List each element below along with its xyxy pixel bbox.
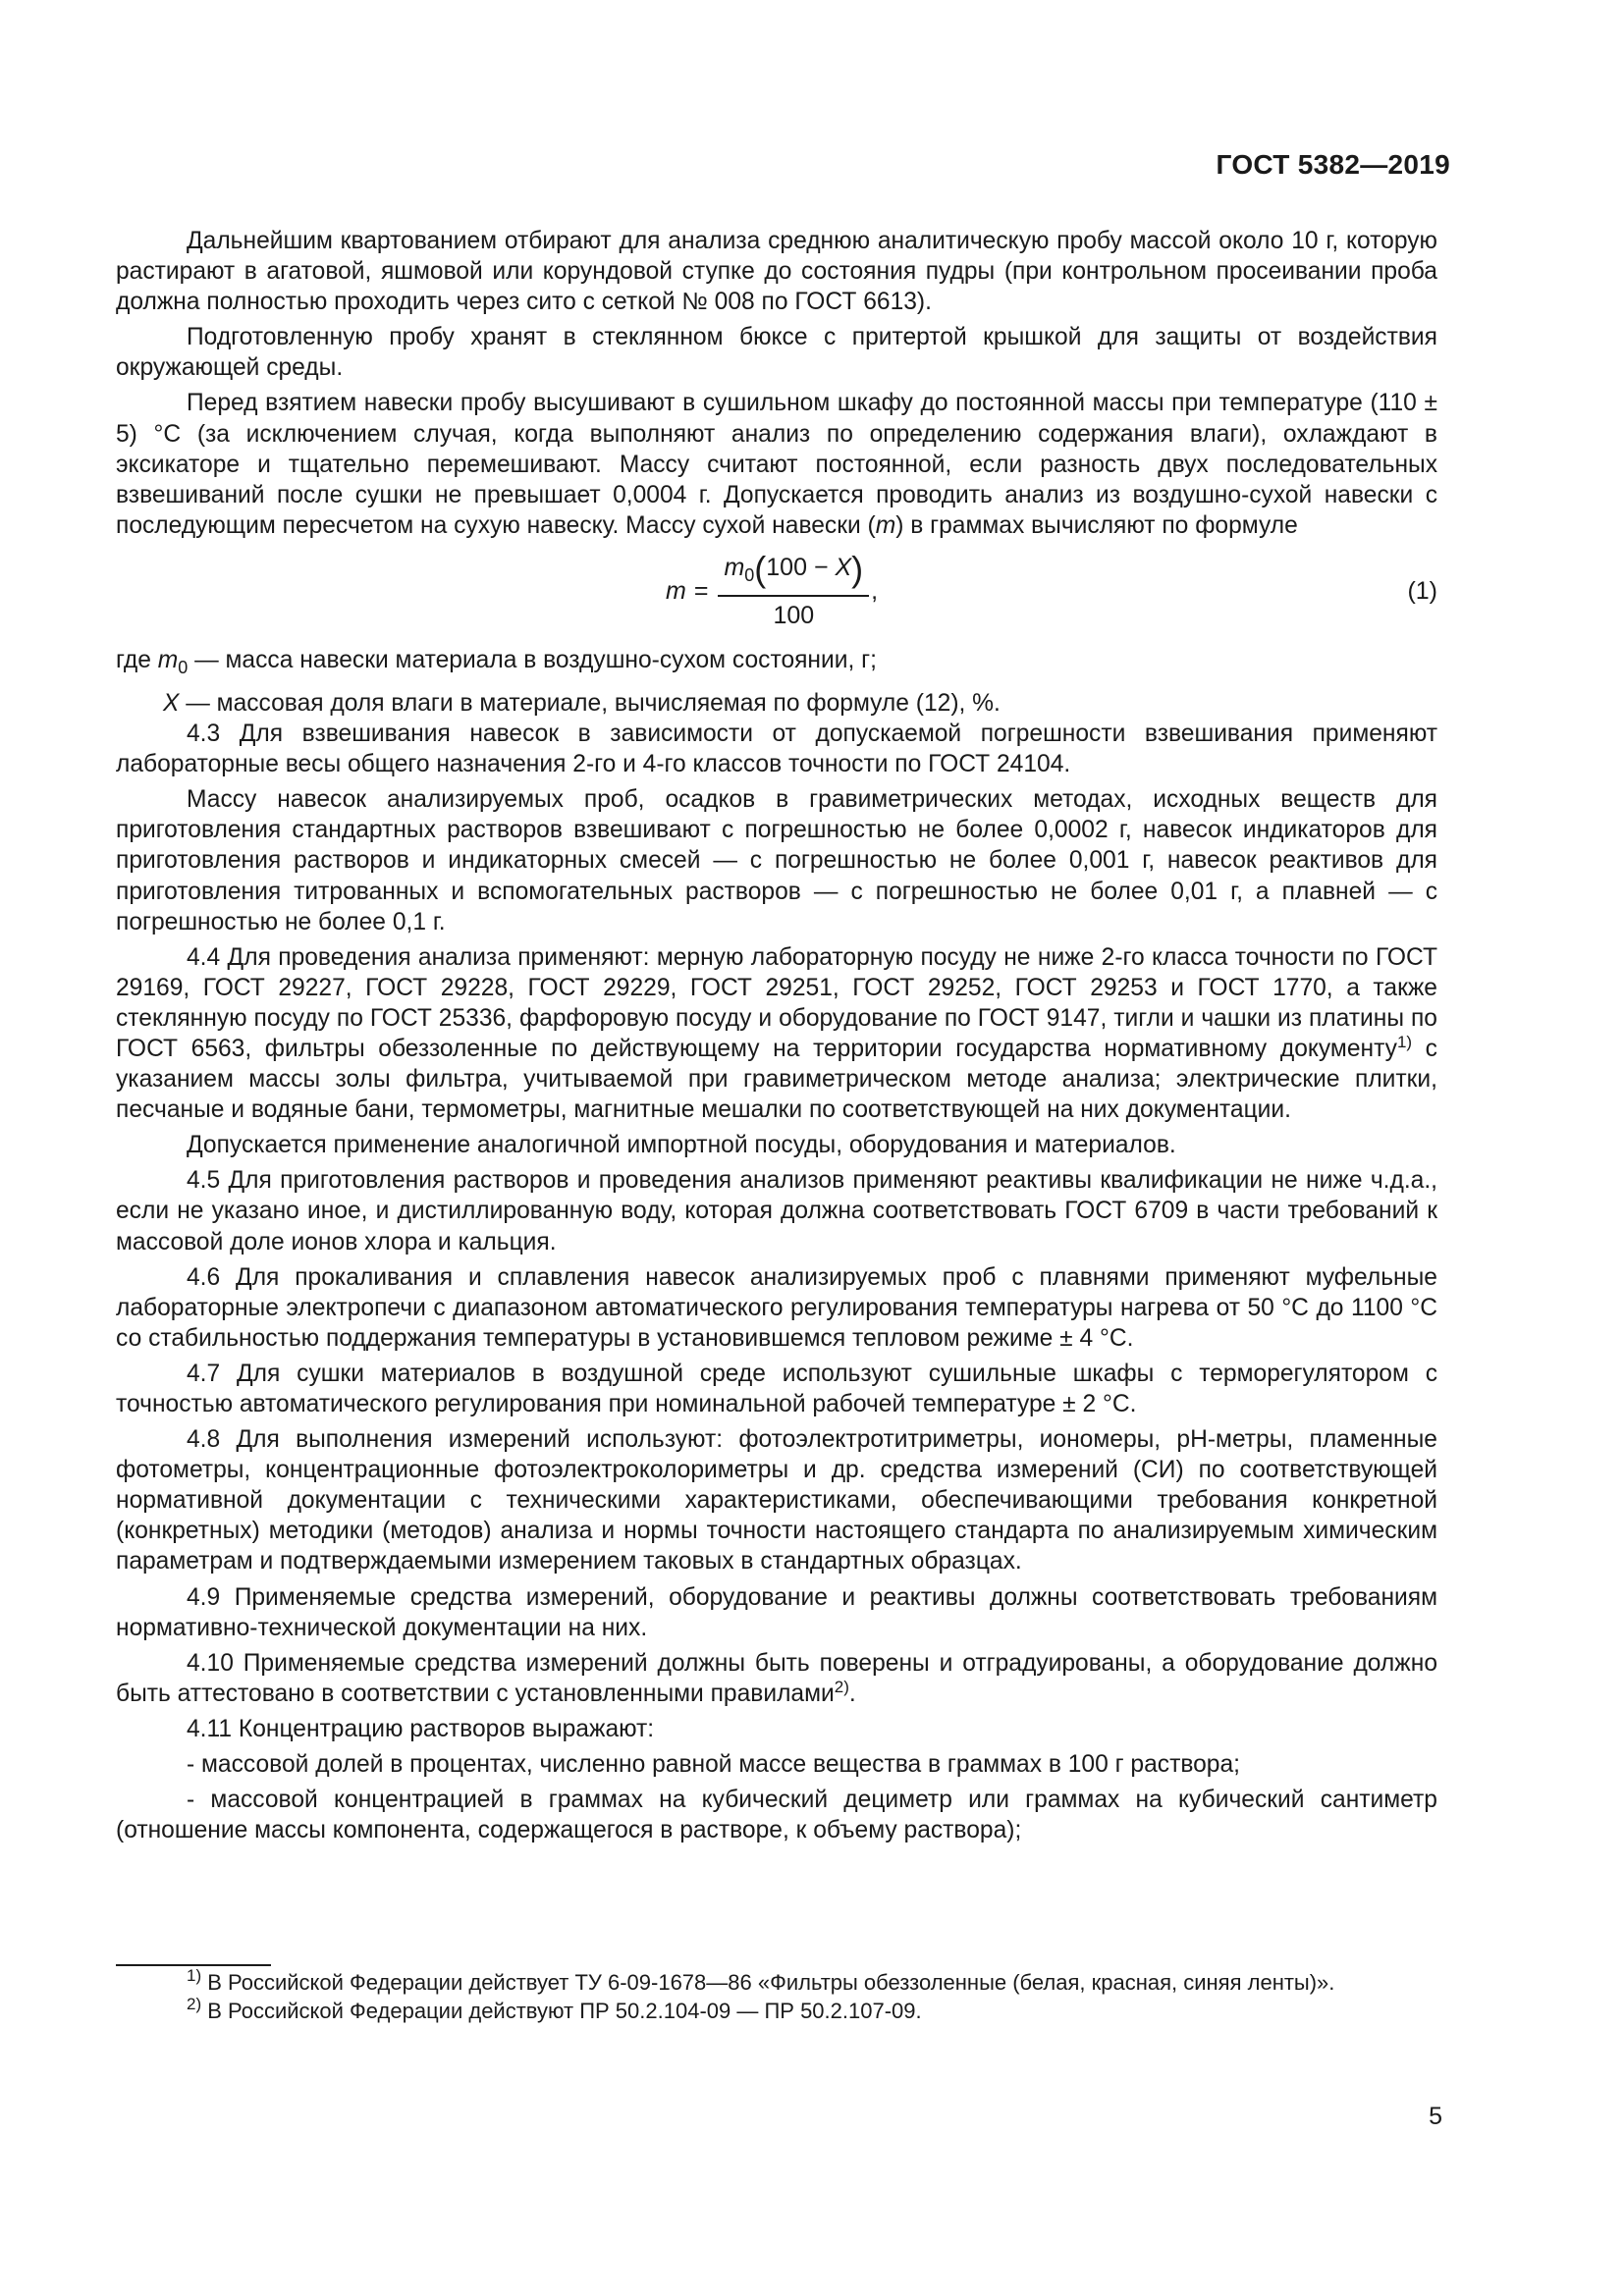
footnotes — [116, 1968, 1437, 2025]
formula-legend — [116, 645, 1437, 719]
paragraph-4-7: 4.7 Для сушки материалов в воздушной среде используют сушильные шкафы с терморегулятором с точностью автоматического регулирования при номинальной рабочей температуре ± 2 °С. — [116, 1360, 1437, 1417]
legend-line: X — массовая доля влаги в материале, вычисляемая по формуле (12), %. — [163, 689, 1001, 717]
paragraph: Перед взятием навески пробу высушивают в сушильном шкафу до постоянной массы при температуре (110 ± 5) °С (за исключением случая, когда выполняют анализ по определению содержания влаги), охлаждают в эксикаторе и тщательно перемешивают. Массу считают постоянной, если разность двух последовательных взвешиваний после сушки не превышает 0,0004 г. Допускается проводить анализ из воздушно-сухой навески с последующим пересчетом на сухую навеску. Массу сухой навески (m) в граммах вычисляют по формуле — [116, 390, 1437, 539]
formula-denominator: 100 — [773, 601, 815, 629]
paragraph-4-3: 4.3 Для взвешивания навесок в зависимости от допускаемой погрешности взвешивания применяют лабораторные весы общего назначения 2-го и 4-го классов точности по ГОСТ 24104. — [116, 721, 1437, 778]
formula-lhs: m — [666, 577, 686, 606]
paragraph-4-8: 4.8 Для выполнения измерений используют: фотоэлектротитриметры, иономеры, рН-метры, пламенные фотометры, концентрационные фотоэлектроколориметры и др. средства измерений (СИ) по соответствующей нормативной документации с техническими характеристиками, обеспечивающими требования конкретной (конкретных) методики (методов) анализа и нормы точности настоящего стандарта по анализируемым химическим параметрам и подтверждаемыми измерением таковых в стандартных образцах. — [116, 1426, 1437, 1575]
formula-1 — [116, 537, 1437, 647]
footnote-ref-2: 2) — [834, 1677, 849, 1696]
paragraph: Подготовленную пробу хранят в стеклянном бюксе с притертой крышкой для защиты от воздействия окружающей среды. — [116, 324, 1437, 382]
variable-m: m — [875, 511, 896, 539]
footnote-ref-1: 1) — [1396, 1032, 1413, 1051]
document-code: ГОСТ 5382—2019 — [1216, 149, 1450, 180]
paragraph-4-9: 4.9 Применяемые средства измерений, оборудование и реактивы должны соответствовать требованиям нормативно-технической документации на них. — [116, 1583, 1437, 1641]
paragraph: Допускается применение аналогичной импортной посуды, оборудования и материалов. — [187, 1132, 1176, 1159]
formula-equals: = — [693, 577, 709, 606]
list-item: - массовой концентрацией в граммах на кубический дециметр или граммах на кубический сантиметр (отношение массы компонента, содержащегося в растворе, к объему раствора); — [116, 1787, 1437, 1844]
paragraph-4-5: 4.5 Для приготовления растворов и проведения анализов применяют реактивы квалификации не ниже ч.д.а., если не указано иное, и дистиллированную воду, которая должна соответствовать ГОСТ 6709 в части требований к массовой доле ионов хлора и кальция. — [116, 1167, 1437, 1255]
legend-line: где $m_0$ — масса навески материала в воздушно-сухом состоянии, г; — [116, 646, 877, 677]
paragraph-4-6: 4.6 Для прокаливания и сплавления навесок анализируемых проб с плавнями применяют муфельные лабораторные электропечи с диапазоном автоматического регулирования температуры нагрева от 50 °С до 1100 °С со стабильностью поддержания температуры в установившемся тепловом режиме ± 4 °С. — [116, 1263, 1437, 1352]
paragraph: Дальнейшим квартованием отбирают для анализа среднюю аналитическую пробу массой около 10 г, которую растирают в агатовой, яшмовой или корундовой ступке до состояния пудры (при контрольном просеивании проба должна полностью проходить через сито с сеткой № 008 по ГОСТ 6613). — [116, 228, 1437, 316]
formula-fraction — [718, 548, 869, 631]
footnote-2: $^{2)}$ В Российской Федерации действуют ПР 50.2.104-09 — ПР 50.2.107-09. — [187, 1995, 922, 2023]
paragraph-4-10: 4.10 Применяемые средства измерений должны быть поверены и отградуированы, а оборудование должно быть аттестовано в соответствии с установленными правилами$^{2)}$. — [116, 1649, 1437, 1707]
paragraph: Массу навесок анализируемых проб, осадков в гравиметрических методах, исходных веществ для приготовления стандартных растворов взвешивают с погрешностью не более 0,0002 г, навесок индикаторов для приготовления растворов и индикаторных смесей — с погрешностью не более 0,001 г, навесок реактивов для приготовления титрованных и вспомогательных растворов — с погрешностью не более 0,01 г, а плавней — с погрешностью не более 0,1 г. — [116, 786, 1437, 935]
formula-numerator: $m_0(100 - X)$ — [718, 553, 869, 597]
formula-expression — [666, 537, 878, 647]
paragraph-4-4: 4.4 Для проведения анализа применяют: мерную лабораторную посуду не ниже 2-го класса точности по ГОСТ 29169, ГОСТ 29227, ГОСТ 29228, ГОСТ 29229, ГОСТ 29251, ГОСТ 29252, ГОСТ 29253 и ГОСТ 1770, а также стеклянную посуду по ГОСТ 25336, фарфоровую посуду и оборудование по ГОСТ 9147, тигли и чашки из платины по ГОСТ 6563, фильтры обеззоленные по действующему на территории государства нормативному документу$^{1)}$ с указанием массы золы фильтра, учитываемой при гравиметрическом методе анализа; электрические плитки, песчаные и водяные бани, термометры, магнитные мешалки по соответствующей на них документации. — [116, 943, 1437, 1124]
page-number: 5 — [1429, 2103, 1442, 2130]
formula-number: (1) — [1407, 576, 1437, 605]
list-item: - массовой долей в процентах, численно равной массе вещества в граммах в 100 г раствора; — [187, 1751, 1240, 1779]
paragraph-4-11: 4.11 Концентрацию растворов выражают: — [187, 1715, 655, 1742]
footnote-1: $^{1)}$ В Российской Федерации действует ТУ 6-09-1678—86 «Фильтры обеззоленные (белая, красная, синяя ленты)». — [187, 1966, 1335, 1995]
formula-comma: , — [871, 577, 879, 606]
main-text — [116, 226, 1437, 1845]
